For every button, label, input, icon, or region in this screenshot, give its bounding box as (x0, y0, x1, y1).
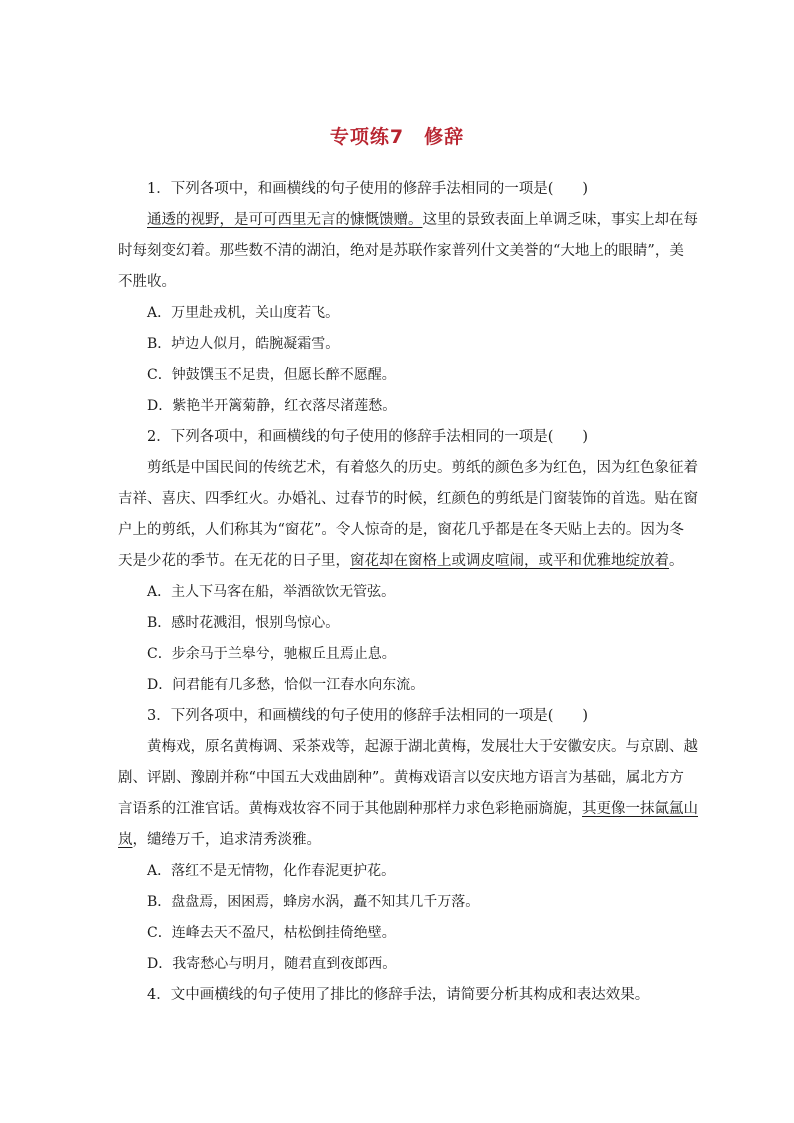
passage-text: 。 (669, 553, 684, 569)
question-4-stem: 4．文中画横线的句子使用了排比的修辞手法，请简要分析其构成和表达效果。 (147, 987, 650, 1003)
question-3-passage-line (118, 794, 698, 825)
question-2-passage-line (118, 546, 684, 577)
question-3-option-a: A．落红不是无情物，化作春泥更护花。 (147, 863, 396, 879)
question-1-option-a: A．万里赴戎机，关山度若飞。 (147, 305, 340, 321)
question-1-passage-line: 不胜收。 (118, 274, 176, 290)
question-3-passage-line: 剧、评剧、豫剧并称“中国五大戏曲剧种”。黄梅戏语言以安庆地方语言为基础，属北方方 (118, 770, 684, 786)
question-2-passage-line: 户上的剪纸，人们称其为“窗花”。令人惊奇的是，窗花几乎都是在冬天贴上去的。因为冬 (118, 522, 684, 538)
question-3-option-d: D．我寄愁心与明月，随君直到夜郎西。 (147, 956, 397, 972)
passage-text: 天是少花的季节。在无花的日子里， (118, 553, 350, 569)
underlined-sentence: 其更像一抹氤氲山 (582, 801, 698, 817)
passage-text: 这里的景致表面上单调乏味，事实上却在每 (422, 212, 698, 228)
question-1-passage-line (118, 205, 698, 236)
question-2-option-a: A．主人下马客在船，举酒欲饮无管弦。 (147, 584, 396, 600)
question-3-passage-line (118, 825, 680, 856)
passage-text: ，缱绻万千，追求清秀淡雅。 (132, 832, 321, 848)
question-list (118, 174, 698, 1011)
question-2-passage-line: 剪纸是中国民间的传统艺术，有着悠久的历史。剪纸的颜色多为红色，因为红色象征着 (147, 460, 698, 476)
question-3-option-b: B．盘盘焉，困困焉，蜂房水涡，矗不知其几千万落。 (147, 894, 480, 910)
question-1-option-d: D．紫艳半开篱菊静，红衣落尽渚莲愁。 (147, 398, 397, 414)
question-1-option-c: C．钟鼓馔玉不足贵，但愿长醉不愿醒。 (147, 367, 396, 383)
question-2-passage-line: 吉祥、喜庆、四季红火。办婚礼、过春节的时候，红颜色的剪纸是门窗装饰的首选。贴在窗 (118, 491, 698, 507)
question-3-option-c: C．连峰去天不盈尺，枯松倒挂倚绝壁。 (147, 925, 396, 941)
passage-text: 言语系的江淮官话。黄梅戏妆容不同于其他剧种那样力求色彩艳丽旖旎， (118, 801, 582, 817)
question-3-stem: 3．下列各项中，和画横线的句子使用的修辞手法相同的一项是( ) (147, 708, 589, 724)
question-3-passage-line: 黄梅戏，原名黄梅调、采茶戏等，起源于湖北黄梅，发展壮大于安徽安庆。与京剧、越 (147, 739, 698, 755)
question-2-option-c: C．步余马于兰皋兮，驰椒丘且焉止息。 (147, 646, 396, 662)
question-2-option-b: B．感时花溅泪，恨别鸟惊心。 (147, 615, 340, 631)
question-1-option-b: B．垆边人似月，皓腕凝霜雪。 (147, 336, 340, 352)
question-2-stem: 2．下列各项中，和画横线的句子使用的修辞手法相同的一项是( ) (147, 429, 589, 445)
question-1-passage-line: 时每刻变幻着。那些数不清的湖泊，绝对是苏联作家普列什文美誉的“大地上的眼睛”，美 (118, 243, 684, 259)
underlined-sentence: 窗花却在窗格上或调皮喧闹，或平和优雅地绽放着 (350, 553, 669, 569)
question-2-option-d: D．问君能有几多愁，恰似一江春水向东流。 (147, 677, 425, 693)
question-1-stem: 1．下列各项中，和画横线的句子使用的修辞手法相同的一项是( ) (147, 181, 589, 197)
underlined-sentence: 岚 (118, 832, 133, 848)
underlined-sentence: 通透的视野，是可可西里无言的慷慨馈赠。 (147, 212, 423, 228)
page-title: 专项练7 修辞 (329, 126, 465, 148)
